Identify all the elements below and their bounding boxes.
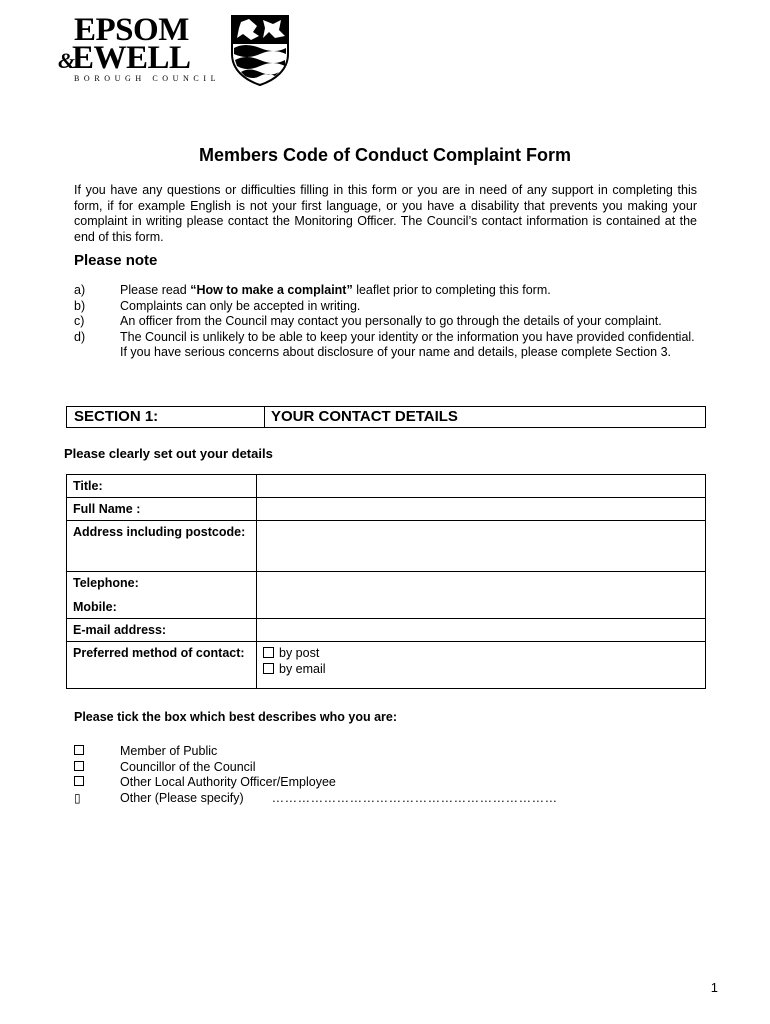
by-email-option[interactable]: [263, 661, 699, 677]
note-text-post: leaflet prior to completing this form.: [352, 283, 551, 297]
who-option[interactable]: [74, 744, 558, 760]
phone-field[interactable]: [257, 572, 706, 619]
note-text: An officer from the Council may contact you personally to go through the details of your complaint.: [120, 314, 662, 328]
who-option[interactable]: [74, 760, 558, 776]
leaflet-name: “How to make a complaint”: [190, 283, 353, 297]
logo-ampersand: &: [58, 48, 75, 73]
note-label: b): [74, 298, 86, 313]
note-item: [74, 330, 704, 361]
address-field[interactable]: [257, 521, 706, 572]
checkbox-icon[interactable]: [74, 776, 84, 786]
note-label: a): [74, 283, 86, 297]
logo-line-ewell: EWELL: [72, 40, 191, 76]
by-email-label: by email: [279, 662, 326, 676]
note-item: [74, 299, 704, 315]
section-1-header: [66, 406, 706, 428]
who-option-label: Member of Public: [120, 744, 218, 758]
note-item: [74, 314, 704, 330]
page-number: 1: [710, 980, 718, 995]
other-specify-line[interactable]: …………………………………………………………: [271, 790, 558, 805]
who-option-label: Other (Please specify): [120, 790, 244, 805]
who-option-label: Councillor of the Council: [120, 759, 256, 774]
who-option-label: Other Local Authority Officer/Employee: [120, 775, 336, 789]
note-label: d): [74, 329, 86, 344]
who-option[interactable]: [74, 791, 558, 807]
please-note-list: [74, 283, 704, 361]
mobile-label: Mobile:: [73, 600, 117, 614]
note-label: c): [74, 314, 85, 328]
logo-subtitle: BOROUGH COUNCIL: [74, 74, 221, 83]
full-name-label: Full Name :: [67, 498, 257, 521]
section-title: YOUR CONTACT DETAILS: [271, 408, 458, 425]
crest-icon: [229, 14, 291, 86]
note-item: [74, 283, 704, 299]
note-text: The Council is unlikely to be able to keep your identity or the information you have provided confidential. If you have serious concerns about disclosure of your name and details, please complete Section 3.: [120, 329, 695, 359]
who-option[interactable]: [74, 775, 558, 791]
preferred-contact-label: Preferred method of contact:: [67, 642, 257, 689]
preferred-contact-options: [257, 642, 706, 689]
logo-line-epsom: EPSOM: [74, 12, 189, 48]
form-title: Members Code of Conduct Complaint Form: [198, 145, 571, 165]
full-name-field[interactable]: [257, 498, 706, 521]
council-logo: [58, 14, 298, 86]
please-note-heading: Please note: [74, 252, 158, 269]
checkbox-icon[interactable]: [74, 761, 84, 771]
telephone-label: Telephone:: [73, 576, 139, 590]
table-row: [67, 642, 706, 689]
checkbox-icon[interactable]: [74, 745, 84, 755]
email-label: E-mail address:: [67, 619, 257, 642]
title-field[interactable]: [257, 475, 706, 498]
title-label: Title:: [67, 475, 257, 498]
checkbox-icon[interactable]: [263, 663, 274, 674]
note-text: Complaints can only be accepted in writing.: [120, 298, 361, 313]
note-text: [120, 283, 700, 299]
checkbox-icon[interactable]: [263, 647, 274, 658]
table-row: [67, 498, 706, 521]
table-row: [67, 475, 706, 498]
contact-details-table: [66, 474, 706, 689]
note-text-pre: Please read: [120, 283, 191, 297]
email-field[interactable]: [257, 619, 706, 642]
who-options-list: [74, 744, 558, 806]
missing-glyph-checkbox-icon[interactable]: ▯: [74, 790, 81, 805]
table-row: [67, 619, 706, 642]
by-post-option[interactable]: [263, 645, 699, 661]
section-label: SECTION 1:: [67, 407, 265, 427]
by-post-label: by post: [279, 646, 320, 660]
table-row: [67, 521, 706, 572]
who-heading: Please tick the box which best describes who you are:: [74, 710, 398, 724]
address-label: Address including postcode:: [67, 521, 257, 572]
phone-labels: [67, 572, 257, 619]
details-heading: Please clearly set out your details: [64, 446, 273, 461]
table-row: [67, 572, 706, 619]
intro-paragraph: If you have any questions or difficulties filling in this form or you are in need of any support in completing this form, if for example English is not your first language, or you have a disability that prevents you making your complaint in writing please contact the Monitoring Officer. The Council’s contact information is contained at the end of this form.: [74, 183, 697, 244]
